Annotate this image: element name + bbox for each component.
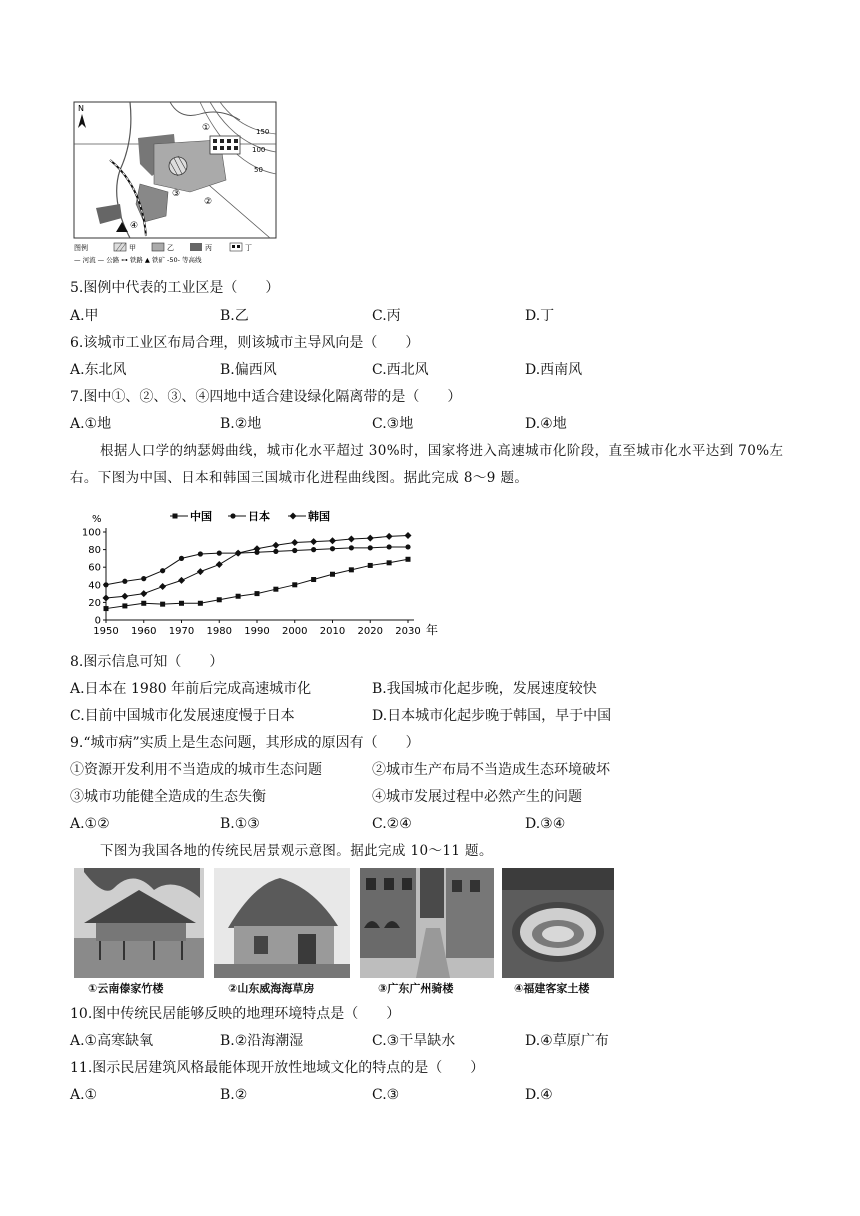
x-tick-label: 2020: [357, 626, 383, 637]
data-point-2: [159, 583, 166, 590]
q9-option-c[interactable]: C.②④: [372, 816, 412, 832]
photo-seaweed-house: [214, 868, 350, 978]
x-tick-label: 1980: [206, 626, 232, 637]
data-point-1: [103, 582, 108, 587]
data-point-1: [387, 544, 392, 549]
q11-option-c[interactable]: C.③: [372, 1087, 400, 1103]
photo-caption-1: ①云南傣家竹楼: [88, 982, 164, 995]
q6-option-c[interactable]: C.西北风: [372, 362, 429, 378]
q6-option-a[interactable]: A.东北风: [70, 362, 127, 378]
contour-label: 50: [254, 166, 263, 174]
q7-stem: 7.图中①、②、③、④四地中适合建设绿化隔离带的是（ ）: [70, 389, 462, 405]
legend-marker: [290, 513, 297, 520]
y-tick-label: 20: [88, 597, 101, 609]
urbanization-chart-svg: [78, 504, 448, 638]
data-point-2: [291, 539, 298, 546]
legend-marker: [230, 513, 235, 518]
data-point-1: [273, 549, 278, 554]
q10-option-d[interactable]: D.④草原广布: [525, 1033, 609, 1049]
series-line-0: [106, 559, 408, 608]
legend-label: 中国: [190, 510, 212, 523]
legend-item-bing: 丙: [205, 244, 212, 252]
city-map-figure: [70, 100, 280, 268]
q9-item-1: ①资源开发利用不当造成的城市生态问题: [70, 762, 322, 778]
data-point-0: [387, 560, 392, 565]
urbanization-chart: [78, 504, 448, 638]
legend-marker: [173, 514, 178, 519]
data-point-2: [348, 536, 355, 543]
arcade-building-image: [360, 868, 494, 978]
x-tick-label: 1990: [244, 626, 270, 637]
q10-option-b[interactable]: B.②沿海潮湿: [220, 1033, 304, 1049]
data-point-2: [178, 577, 185, 584]
q8-stem: 8.图示信息可知（ ）: [70, 654, 224, 670]
q8-option-d[interactable]: D.日本城市化起步晚于韩国，早于中国: [372, 708, 612, 724]
q7-option-a[interactable]: A.①地: [70, 416, 112, 432]
marker-4: ④: [130, 221, 139, 231]
seaweed-house-image: [214, 868, 350, 978]
data-point-2: [272, 542, 279, 549]
q9-option-a[interactable]: A.①②: [70, 816, 110, 832]
y-tick-label: 100: [81, 527, 101, 539]
data-point-2: [140, 590, 147, 597]
legend-item-ding: 丁: [245, 244, 252, 252]
data-point-0: [292, 582, 297, 587]
data-point-0: [368, 563, 373, 568]
data-point-2: [103, 595, 110, 602]
data-point-2: [197, 568, 204, 575]
x-tick-label: 2000: [282, 626, 308, 637]
q7-option-c[interactable]: C.③地: [372, 416, 414, 432]
q9-item-2: ②城市生产布局不当造成生态环境破坏: [372, 762, 610, 778]
y-tick-label: 60: [88, 562, 101, 574]
q11-option-a[interactable]: A.①: [70, 1087, 98, 1103]
photo-tulou: [502, 868, 614, 978]
data-point-2: [367, 535, 374, 542]
y-tick-label: 40: [88, 580, 101, 592]
q9-option-d[interactable]: D.③④: [525, 816, 566, 832]
q6-option-d[interactable]: D.西南风: [525, 362, 583, 378]
data-point-2: [310, 538, 317, 545]
q5-option-a[interactable]: A.甲: [70, 308, 99, 324]
intro-paragraph-8-9: 根据人口学的纳瑟姆曲线，城市化水平超过 30%时，国家将进入高速城市化阶段，直至城市化水平达到 70%左右。下图为中国、日本和韩国三国城市化进程曲线图。据此完成 8～9 题。: [70, 443, 784, 486]
marker-1: ①: [202, 123, 211, 133]
q5-stem: 5.图例中代表的工业区是（ ）: [70, 280, 280, 296]
legend-lines: — 河流 — 公路 ⊶ 铁路 ▲ 铁矿 -50- 等高线: [74, 256, 202, 264]
data-point-2: [121, 593, 128, 600]
data-point-1: [405, 544, 410, 549]
data-point-0: [198, 601, 203, 606]
data-point-0: [236, 594, 241, 599]
y-tick-label: 80: [88, 545, 101, 557]
x-axis-label: 年: [426, 623, 439, 637]
intro-paragraph-10-11: 下图为我国各地的传统民居景观示意图。据此完成 10～11 题。: [100, 843, 493, 859]
q6-option-b[interactable]: B.偏西风: [220, 362, 277, 378]
data-point-0: [255, 591, 260, 596]
photo-dai-bamboo-house: [74, 868, 204, 978]
data-point-1: [122, 579, 127, 584]
city-map: [70, 100, 280, 268]
legend-title: 图例: [74, 244, 88, 252]
data-point-1: [179, 556, 184, 561]
marker-2: ②: [204, 197, 213, 207]
data-point-1: [141, 576, 146, 581]
data-point-1: [368, 545, 373, 550]
photo-caption-2: ②山东威海海草房: [228, 982, 315, 995]
data-point-1: [349, 545, 354, 550]
y-tick-label: 0: [94, 615, 101, 627]
q11-stem: 11.图示民居建筑风格最能体现开放性地域文化的特点的是（ ）: [70, 1060, 485, 1076]
photo-caption-4: ④福建客家土楼: [514, 982, 590, 995]
q10-option-c[interactable]: C.③干旱缺水: [372, 1033, 456, 1049]
q9-stem: 9.“城市病”实质上是生态问题，其形成的原因有（ ）: [70, 735, 420, 751]
photo-arcade-building: [360, 868, 494, 978]
data-point-0: [141, 601, 146, 606]
data-point-2: [254, 545, 261, 552]
data-point-1: [311, 547, 316, 552]
bamboo-house-image: [74, 868, 204, 978]
q7-option-b[interactable]: B.②地: [220, 416, 262, 432]
q10-stem: 10.图中传统民居能够反映的地理环境特点是（ ）: [70, 1006, 401, 1022]
x-tick-label: 2030: [395, 626, 421, 637]
q5-option-d[interactable]: D.丁: [525, 308, 555, 324]
legend-item-yi: 乙: [167, 244, 174, 252]
x-tick-label: 2010: [319, 626, 346, 637]
data-point-2: [329, 537, 336, 544]
data-point-0: [311, 577, 316, 582]
contour-label: 100: [252, 146, 266, 154]
q9-item-4: ④城市发展过程中必然产生的问题: [372, 789, 582, 805]
y-axis-label: %: [92, 514, 102, 525]
data-point-2: [386, 533, 393, 540]
data-point-0: [104, 606, 109, 611]
q7-option-d[interactable]: D.④地: [525, 416, 567, 432]
data-point-1: [160, 568, 165, 573]
legend-label: 日本: [248, 510, 270, 523]
photo-caption-3: ③广东广州骑楼: [378, 982, 454, 995]
data-point-1: [198, 551, 203, 556]
x-tick-label: 1970: [168, 626, 195, 637]
data-point-1: [330, 546, 335, 551]
marker-3: ③: [172, 189, 181, 199]
data-point-0: [160, 602, 165, 607]
data-point-0: [406, 557, 411, 562]
data-point-0: [349, 567, 354, 572]
q5-option-b[interactable]: B.乙: [220, 308, 249, 324]
x-tick-label: 1960: [131, 626, 157, 637]
q9-option-b[interactable]: B.①③: [220, 816, 260, 832]
tulou-image: [502, 868, 614, 978]
q11-option-b[interactable]: B.②: [220, 1087, 248, 1103]
q8-option-c[interactable]: C.目前中国城市化发展速度慢于日本: [70, 708, 295, 724]
data-point-0: [330, 572, 335, 577]
q11-option-d[interactable]: D.④: [525, 1087, 553, 1103]
data-point-0: [122, 603, 127, 608]
q10-option-a[interactable]: A.①高寒缺氧: [70, 1033, 154, 1049]
x-tick-label: 1950: [93, 626, 119, 637]
q6-stem: 6.该城市工业区布局合理，则该城市主导风向是（ ）: [70, 335, 420, 351]
q9-item-3: ③城市功能健全造成的生态失衡: [70, 789, 266, 805]
data-point-0: [179, 601, 184, 606]
data-point-1: [292, 548, 297, 553]
q8-option-a[interactable]: A.日本在 1980 年前后完成高速城市化: [70, 681, 312, 697]
data-point-1: [217, 551, 222, 556]
north-label: N: [78, 104, 84, 113]
contour-label: 150: [256, 128, 270, 136]
q8-option-b[interactable]: B.我国城市化起步晚，发展速度较快: [372, 681, 597, 697]
data-point-0: [273, 587, 278, 592]
q5-option-c[interactable]: C.丙: [372, 308, 401, 324]
legend-label: 韩国: [308, 510, 330, 523]
data-point-2: [405, 532, 412, 539]
legend-item-jia: 甲: [129, 244, 136, 252]
data-point-0: [217, 597, 222, 602]
area-ding: [210, 136, 240, 154]
data-point-2: [216, 561, 223, 568]
data-point-2: [235, 550, 242, 557]
